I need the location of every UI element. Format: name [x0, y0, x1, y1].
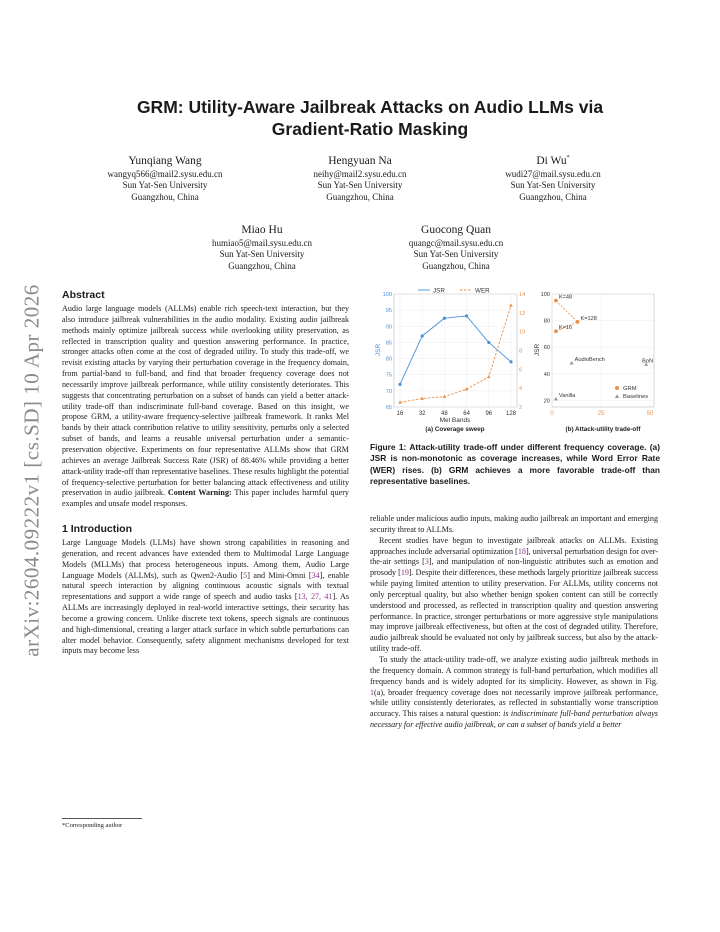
wer-point [487, 375, 491, 378]
panel-a-ytick-right: 2 [519, 405, 523, 411]
author-block-0 [80, 151, 250, 203]
author-email: wangyq566@mail2.sysu.edu.cn [107, 168, 223, 179]
grm-point [554, 299, 558, 303]
baseline-point [554, 397, 558, 401]
grm-point [554, 329, 558, 333]
title-line-2: Gradient-Ratio Masking [271, 119, 469, 139]
figure-1 [370, 284, 660, 434]
figure-1-svg [370, 284, 660, 434]
arxiv-stamp [18, 260, 46, 680]
author-email: neihy@mail2.sysu.edu.cn [313, 168, 407, 179]
content-warning-label: Content Warning: [167, 488, 232, 498]
panel-b-title: (b) Attack-utility trade-off [565, 426, 641, 433]
panel-b-ytick: 20 [543, 398, 550, 405]
point-label: Vanilla [558, 393, 576, 400]
legend-baselines-label: Baselines [623, 394, 649, 401]
panel-a-xtick: 16 [396, 411, 404, 417]
panel-b-xtick: 0 [550, 411, 554, 417]
intro-paragraph-1: Large Language Models (LLMs) have shown strong capabilities in reasoning and generation, and recent advances have extended them to Multimodal Large Language Models (MLLMs) that process heterogeneous inputs. Among them, Audio Large Language Models (ALLMs), such as Qwen2-Audio [5] and Mini-Omni [34], enable natural speech interaction by aligning continuous acoustic signals with textual representations and support a wide range of speech and audio tasks [13, 27, 41]. As ALLMs are increasingly deployed in real-world interactive settings, their security has become a growing concern. Unlike discrete text tokens, speech signals are continuous and high-dimensional, creating a larger attack surface in which subtle perturbations can alter model behavior. Consequently, safety alignment mechanisms developed for text inputs may become less [62, 538, 349, 656]
figure-ref-link[interactable]: 1 [370, 687, 375, 697]
author-location: Guangzhou, China [422, 260, 490, 271]
panel-b-ytick: 80 [543, 318, 550, 325]
left-column [62, 288, 349, 657]
point-label: K=48 [558, 294, 573, 301]
author-location: Guangzhou, China [326, 191, 394, 202]
panel-b-frame [552, 294, 654, 407]
panel-a-xtick: 96 [485, 411, 493, 417]
panel-b-ytick: 40 [543, 371, 550, 378]
legend-grm-label: GRM [623, 386, 637, 393]
author-affiliation: Sun Yat-Sen University [317, 180, 403, 191]
panel-a-ytick: 100 [382, 292, 392, 298]
panel-a-ytick: 75 [385, 372, 392, 379]
arxiv-id: arXiv:2604.09222v1 [cs.SD] 10 Apr 2026 [19, 283, 44, 657]
author-email: humiao5@mail.sysu.edu.cn [211, 237, 313, 248]
panel-a-ytick: 95 [385, 308, 392, 315]
intro-paragraph-3: To study the attack-utility trade-off, we analyze existing audio jailbreak methods in the frequency domain. A common strategy is full-band perturbation, which modifies all frequency bands and is widely adopted for its simplicity. However, as shown in Fig. 1(a), broader frequency coverage does not necessarily improve jailbreak performance, while utility consistently deteriorates, as reflected in substantially worse transcription accuracy. This raises a natural question: is indiscriminate full-band perturbation always necessary for effective audio jailbreak, or can a subset of bands yield a better [370, 654, 658, 730]
panel-a-ytick: 80 [385, 356, 392, 363]
wer-point [420, 397, 424, 400]
point-label: K=128 [580, 315, 597, 322]
panel-b-xtick: 50 [646, 411, 654, 417]
jsr-point [465, 314, 468, 317]
panel-a-ytick-right: 14 [519, 292, 526, 298]
author-block-2 [468, 151, 638, 203]
author-name: Hengyuan Na [328, 154, 392, 167]
legend-wer-label: WER [475, 287, 490, 295]
author-name: Yunqiang Wang [128, 154, 202, 167]
author-name: Guocong Quan [421, 223, 491, 236]
panel-b-ytick: 100 [540, 292, 550, 298]
citation-link[interactable]: 13, 27, 41 [297, 592, 333, 602]
footnote: *Corresponding author [62, 822, 123, 829]
author-affiliation: Sun Yat-Sen University [122, 180, 208, 191]
point-label: AudioBench [574, 357, 605, 364]
panel-a-xtick: 128 [505, 411, 517, 417]
wer-point [509, 303, 513, 306]
abstract-text: Audio large language models (ALLMs) enable rich speech-text interaction, but they also introduce jailbreak vulnerabilities in the audio modality. Existing audio jailbreak methods mainly optimize jailbreak success while overlooking utility preservation, as reflected in transcription quality and question answering performance. In practice, stronger attacks often come at the cost of degraded utility. To study this trade-off, we revisit existing attacks by varying their perturbation coverage in the frequency domain, from partial-band to full-band, and find that broader frequency coverage does not necessarily improve jailbreak performance, while utility consistently deteriorates. This suggests that concentrating perturbation on a subset of bands can yield a better attack-utility trade-off than indiscriminate full-band coverage. Based on this insight, we propose GRM, a utility-aware frequency-selective jailbreak framework. It ranks Mel bands by their attack contribution relative to utility sensitivity, perturbs only a selected subset of bands, and learns a reusable universal perturbation under a semantic-preservation objective. Experiments on four representative ALLMs show that GRM achieves an average Jailbreak Success Rate (JSR) of 88.46% while providing a better attack-utility trade-off than representative baselines. These results highlight the potential of frequency-selective perturbation for better balancing attack effectiveness and utility preservation in audio jailbreak. Content Warning: This paper includes harmful query examples and unsafe model responses. [62, 304, 349, 509]
citation-link[interactable]: 3 [424, 557, 429, 567]
citation-link[interactable]: 34 [311, 570, 320, 580]
author-name: Di Wu* [536, 154, 570, 167]
author-block-1 [275, 151, 445, 203]
point-label: BoN [642, 358, 653, 365]
panel-a-xtick: 32 [418, 411, 426, 417]
author-location: Guangzhou, China [519, 191, 587, 202]
author-location: Guangzhou, China [228, 260, 296, 271]
jsr-point [421, 334, 424, 337]
panel-a-ytick-right: 6 [519, 367, 523, 374]
jsr-point [398, 383, 401, 386]
footnote-rule [62, 818, 142, 819]
panel-a-ytick-right: 12 [519, 310, 526, 317]
panel-a-ytick-right: 10 [519, 329, 526, 336]
grm-frontier-line [556, 301, 578, 322]
baseline-point [570, 361, 574, 365]
panel-b-xtick: 25 [597, 411, 605, 417]
author-block-4 [371, 220, 541, 272]
legend-baselines-swatch [615, 394, 619, 398]
paper-title [90, 96, 650, 140]
title-line-1: GRM: Utility-Aware Jailbreak Attacks on Audio LLMs via [136, 97, 604, 117]
panel-a-ytick-right: 8 [519, 348, 523, 355]
citation-link[interactable]: 5 [243, 570, 248, 580]
panel-a-xtick: 64 [463, 411, 470, 417]
author-location: Guangzhou, China [131, 191, 199, 202]
panel-a-ytick: 90 [385, 324, 392, 331]
panel-a-xtick: 48 [441, 411, 448, 417]
panel-a-ytick: 85 [385, 340, 392, 347]
jsr-point [487, 341, 490, 344]
author-affiliation: Sun Yat-Sen University [219, 249, 305, 260]
jsr-point [509, 360, 512, 363]
citation-link[interactable]: 18 [517, 546, 526, 556]
author-email: wudi27@mail.sysu.edu.cn [505, 168, 601, 179]
intro-paragraph-1-cont: reliable under malicious audio inputs, making audio jailbreak an important and emerging security threat to ALLMs. [370, 514, 658, 534]
point-label: K=16 [558, 325, 573, 332]
panel-b-ylabel: JSR [534, 343, 541, 357]
author-block-3 [177, 220, 347, 272]
intro-paragraph-2: Recent studies have begun to investigate jailbreak attacks on ALLMs. Existing approaches include adversarial optimization [18], universal perturbation design for over-the-air settings [3], and manipulation of non-linguistic attributes such as emotion and prosody [19]. Despite their differences, these methods largely prioritize jailbreak success while paying limited attention to utility preservation. For ALLMs, utility concerns not only perceptual quality, but also whether benign spoken content can still be correctly understood and processed, as reflected in transcription quality and question answering performance. In practice, stronger perturbations or more aggressive style manipulations may improve jailbreak effectiveness, but often at the cost of degraded utility. Therefore, audio jailbreak should be evaluated not only by jailbreak success, but also by the attack-utility trade-off. [370, 535, 658, 654]
abstract-heading: Abstract [62, 289, 105, 301]
right-column [370, 514, 658, 731]
panel-a-xlabel: Mel Bands [439, 417, 471, 424]
author-affiliation: Sun Yat-Sen University [510, 180, 596, 191]
panel-a-title: (a) Coverage sweep [425, 426, 485, 433]
author-name: Miao Hu [241, 223, 283, 236]
panel-a-ytick: 65 [385, 405, 392, 411]
series-line-wer [400, 305, 511, 402]
grm-point [576, 320, 580, 324]
panel-b-ytick: 60 [543, 345, 550, 352]
intro-heading: 1 Introduction [62, 523, 132, 536]
panel-a-ylabel: JSR [375, 343, 382, 357]
citation-link[interactable]: 19 [400, 568, 409, 578]
figure-caption: Figure 1: Attack-utility trade-off under different frequency coverage. (a) JSR is non-monotonic as coverage increases, while Word Error Rate (WER) rises. (b) GRM achieves a more favorable trade-off than representative baselines. [370, 442, 660, 486]
author-affiliation: Sun Yat-Sen University [413, 249, 499, 260]
panel-a-ytick-right: 4 [519, 386, 523, 393]
legend-jsr-label: JSR [433, 287, 445, 295]
author-email: quangc@mail.sysu.edu.cn [408, 237, 504, 248]
jsr-point [443, 317, 446, 320]
legend-grm-swatch [615, 386, 619, 390]
panel-a-ytick: 70 [385, 388, 392, 395]
